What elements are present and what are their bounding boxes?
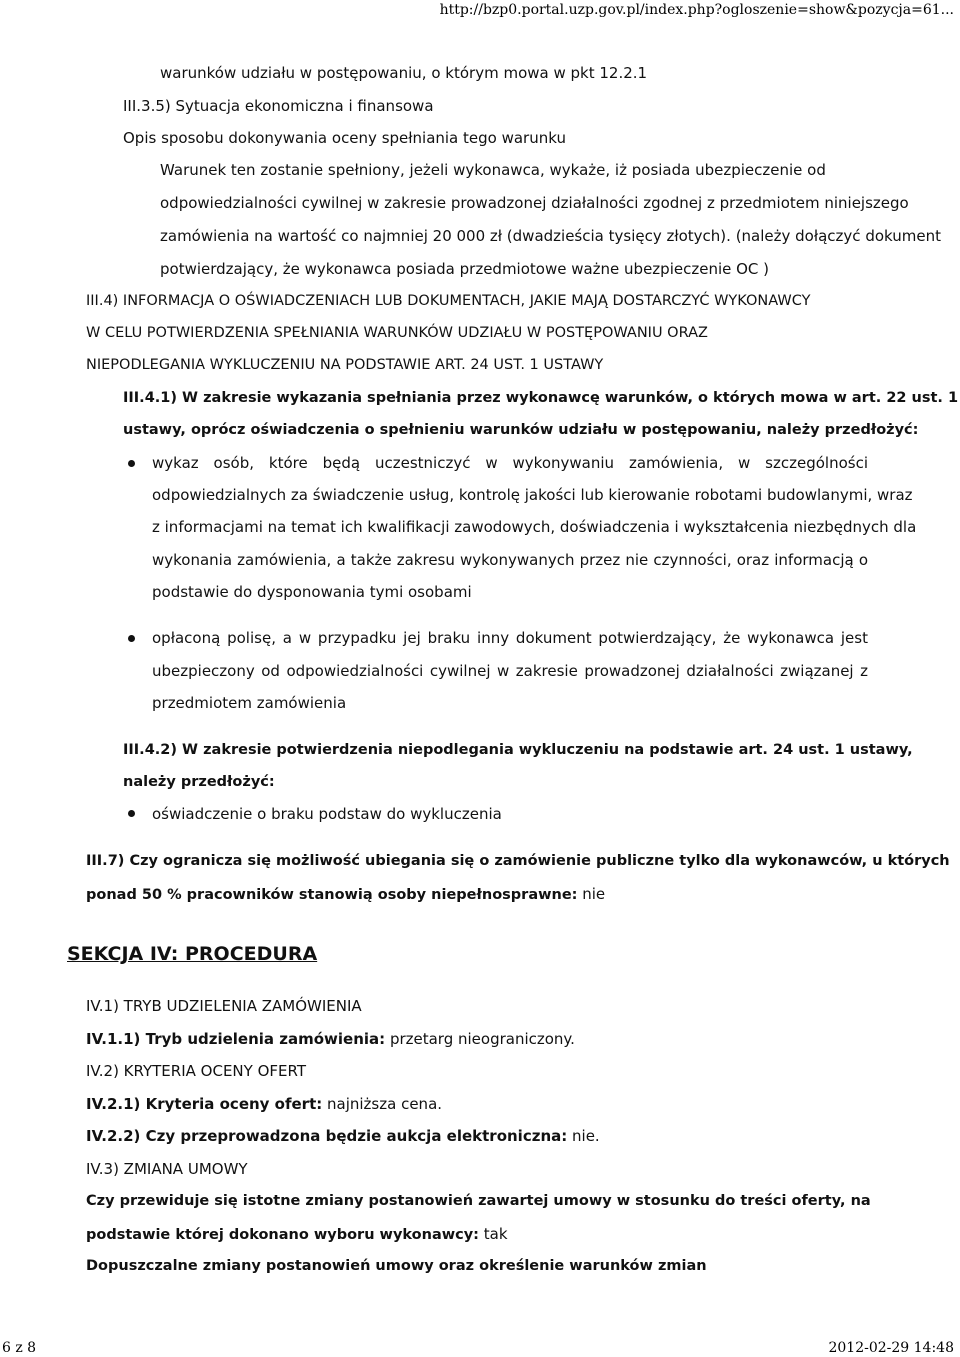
list-item-line: przedmiotem zamówienia <box>152 694 347 712</box>
bullet-icon <box>128 810 135 817</box>
subsection-heading: III.4.2) W zakresie potwierdzenia niepodlegania wykluczeniu na podstawie art. 24 ust. 1 ustawy, <box>123 742 913 758</box>
subheading: IV.1) TRYB UDZIELENIA ZAMÓWIENIA <box>86 997 362 1015</box>
field-value: nie. <box>567 1127 600 1145</box>
question-line <box>86 885 605 904</box>
section-title: SEKCJA IV: PROCEDURA <box>67 943 318 965</box>
question-label: podstawie której dokonano wyboru wykonawcy: <box>86 1227 479 1243</box>
field-label: IV.1.1) Tryb udzielenia zamówienia: <box>86 1030 386 1048</box>
page-number: 6 z 8 <box>2 1340 37 1356</box>
subheading: Opis sposobu dokonywania oceny spełniania tego warunku <box>123 129 566 147</box>
field-line <box>86 1095 442 1113</box>
text-line: zamówienia na wartość co najmniej 20 000 zł (dwadzieścia tysięcy złotych). (należy dołączyć dokument <box>160 227 941 245</box>
question-line: III.7) Czy ogranicza się możliwość ubiegania się o zamówienie publiczne tylko dla wykonawców, u których <box>86 853 950 869</box>
question-label: ponad 50 % pracowników stanowią osoby niepełnosprawne: <box>86 887 578 903</box>
page-url: http://bzp0.portal.uzp.gov.pl/index.php?ogloszenie=show&pozycja=61... <box>439 2 954 18</box>
subheading: IV.2) KRYTERIA OCENY OFERT <box>86 1062 306 1080</box>
list-item-line: wykaz osób, które będą uczestniczyć w wykonywaniu zamówienia, w szczególności <box>152 454 868 472</box>
section-heading: III.3.5) Sytuacja ekonomiczna i finansowa <box>123 97 434 115</box>
list-item-line: podstawie do dysponowania tymi osobami <box>152 583 472 601</box>
question-line <box>86 1225 508 1244</box>
subsection-heading: należy przedłożyć: <box>123 774 275 790</box>
list-item-line: z informacjami na temat ich kwalifikacji zawodowych, doświadczenia i wykształcenia niezbędnych dla <box>152 518 917 536</box>
subsection-heading: III.4.1) W zakresie wykazania spełniania przez wykonawcę warunków, o których mowa w art. 22 ust. 1 <box>123 390 959 406</box>
field-label: IV.2.2) Czy przeprowadzona będzie aukcja elektroniczna: <box>86 1127 568 1145</box>
list-item-line: oświadczenie o braku podstaw do wykluczenia <box>152 805 502 823</box>
question-line: Czy przewiduje się istotne zmiany postanowień zawartej umowy w stosunku do treści oferty, na <box>86 1193 871 1209</box>
print-datetime: 2012-02-29 14:48 <box>828 1340 954 1356</box>
list-item-line: odpowiedzialnych za świadczenie usług, kontrolę jakości lub kierowanie robotami budowlanymi, wraz <box>152 486 913 504</box>
field-label: IV.2.1) Kryteria oceny ofert: <box>86 1095 323 1113</box>
field-value: przetarg nieograniczony. <box>385 1030 575 1048</box>
section-heading: NIEPODLEGANIA WYKLUCZENIU NA PODSTAWIE ART. 24 UST. 1 USTAWY <box>86 357 604 373</box>
answer-value: tak <box>478 1225 508 1243</box>
subheading: IV.3) ZMIANA UMOWY <box>86 1160 248 1178</box>
list-item-line: wykonania zamówienia, a także zakresu wykonywanych przez nie czynności, oraz informacją o <box>152 551 868 569</box>
bullet-icon <box>128 460 135 467</box>
section-heading: W CELU POTWIERDZENIA SPEŁNIANIA WARUNKÓW UDZIAŁU W POSTĘPOWANIU ORAZ <box>86 325 708 341</box>
bullet-icon <box>128 635 135 642</box>
field-line <box>86 1030 575 1048</box>
list-item-line: opłaconą polisę, a w przypadku jej braku inny dokument potwierdzający, że wykonawca jest <box>152 629 868 647</box>
answer-value: nie <box>577 885 606 903</box>
text-line: warunków udziału w postępowaniu, o którym mowa w pkt 12.2.1 <box>160 64 648 82</box>
question-line: Dopuszczalne zmiany postanowień umowy oraz określenie warunków zmian <box>86 1258 707 1274</box>
subsection-heading: ustawy, oprócz oświadczenia o spełnieniu warunków udziału w postępowaniu, należy przedłożyć: <box>123 422 919 438</box>
field-value: najniższa cena. <box>322 1095 443 1113</box>
list-item-line: ubezpieczony od odpowiedzialności cywilnej w zakresie prowadzonej działalności związanej z <box>152 662 868 680</box>
field-line <box>86 1127 600 1145</box>
text-line: Warunek ten zostanie spełniony, jeżeli wykonawca, wykaże, iż posiada ubezpieczenie od <box>160 161 826 179</box>
section-heading: III.4) INFORMACJA O OŚWIADCZENIACH LUB DOKUMENTACH, JAKIE MAJĄ DOSTARCZYĆ WYKONAWCY <box>86 293 811 309</box>
text-line: odpowiedzialności cywilnej w zakresie prowadzonej działalności zgodnej z przedmiotem niniejszego <box>160 194 909 212</box>
text-line: potwierdzający, że wykonawca posiada przedmiotowe ważne ubezpieczenie OC ) <box>160 260 770 278</box>
